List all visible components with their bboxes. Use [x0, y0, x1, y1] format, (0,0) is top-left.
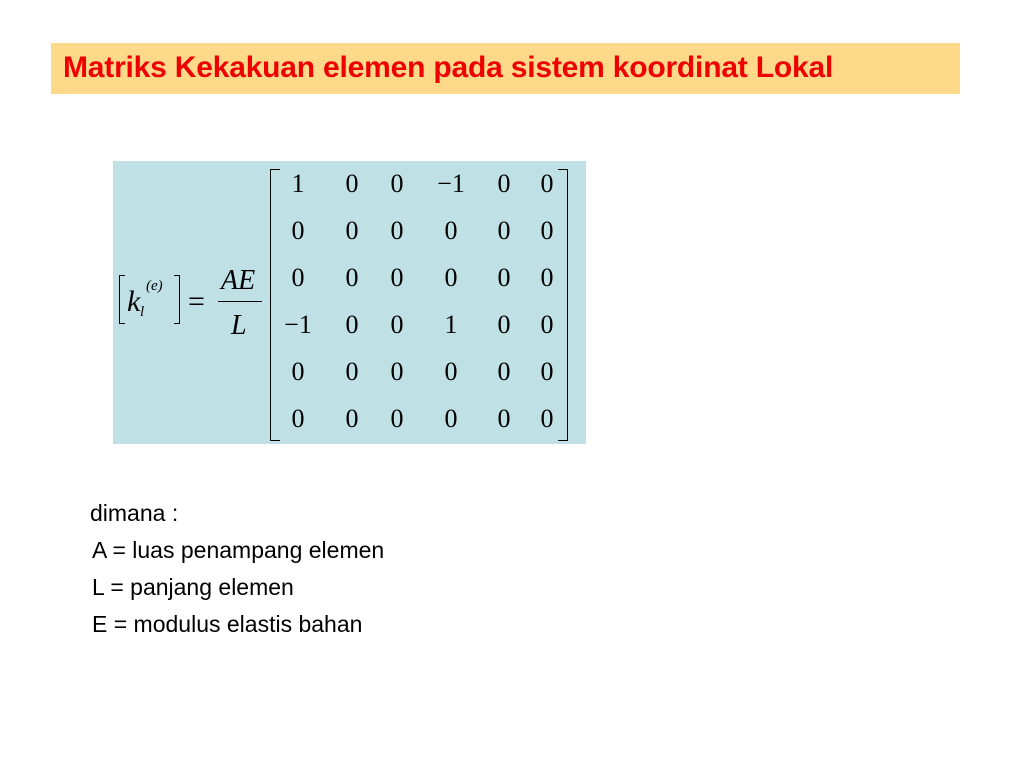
- matrix-cell-r5-c4: 0: [444, 357, 458, 386]
- matrix-cell-r5-c3: 0: [390, 357, 404, 386]
- matrix-cell-r3-c6: 0: [540, 263, 554, 292]
- matrix-cell-r2-c3: 0: [390, 216, 404, 245]
- matrix-cell-r6-c4: 0: [444, 404, 458, 433]
- matrix-cell-r1-c6: 0: [540, 169, 554, 198]
- fraction-bar: [218, 301, 262, 302]
- matrix-cell-r4-c6: 0: [540, 310, 554, 339]
- lhs-left-bracket: [119, 275, 125, 324]
- matrix-cell-r3-c2: 0: [345, 263, 359, 292]
- matrix-cell-r4-c1: −1: [284, 310, 312, 339]
- matrix-cell-r4-c4: 1: [444, 310, 458, 339]
- matrix-cell-r4-c5: 0: [497, 310, 511, 339]
- fraction-denominator: L: [231, 310, 247, 341]
- slide-title: Matriks Kekakuan elemen pada sistem koordinat Lokal: [63, 51, 834, 84]
- fraction-numerator: AE: [221, 265, 256, 296]
- matrix-cell-r1-c3: 0: [390, 169, 404, 198]
- matrix-cell-r2-c1: 0: [291, 216, 305, 245]
- matrix-cell-r2-c2: 0: [345, 216, 359, 245]
- matrix-cell-r3-c1: 0: [291, 263, 305, 292]
- matrix-cell-r1-c1: 1: [291, 169, 305, 198]
- matrix-cell-r6-c5: 0: [497, 404, 511, 433]
- lhs-right-bracket: [174, 275, 180, 324]
- matrix-right-bracket: [558, 169, 568, 441]
- matrix-cell-r4-c2: 0: [345, 310, 359, 339]
- matrix-cell-r2-c6: 0: [540, 216, 554, 245]
- matrix-cell-r1-c5: 0: [497, 169, 511, 198]
- definition-l: L = panjang elemen: [92, 574, 294, 600]
- matrix-cell-r5-c6: 0: [540, 357, 554, 386]
- matrix-cell-r4-c3: 0: [390, 310, 404, 339]
- matrix-cell-r2-c5: 0: [497, 216, 511, 245]
- matrix-cell-r1-c4: −1: [437, 169, 465, 198]
- title-banner: [51, 43, 960, 94]
- matrix-cell-r6-c3: 0: [390, 404, 404, 433]
- matrix-cell-r3-c3: 0: [390, 263, 404, 292]
- matrix-cell-r5-c2: 0: [345, 357, 359, 386]
- matrix-cell-r6-c1: 0: [291, 404, 305, 433]
- lhs-superscript: (e): [146, 278, 163, 294]
- matrix-cell-r6-c2: 0: [345, 404, 359, 433]
- lhs-subscript: l: [140, 304, 145, 320]
- definitions-intro: dimana :: [90, 500, 179, 526]
- matrix-left-bracket: [270, 169, 280, 441]
- matrix-cell-r3-c5: 0: [497, 263, 511, 292]
- equals-sign: =: [188, 285, 205, 318]
- lhs-symbol: k: [127, 285, 141, 318]
- matrix-cell-r3-c4: 0: [444, 263, 458, 292]
- matrix-cell-r5-c1: 0: [291, 357, 305, 386]
- definition-a: A = luas penampang elemen: [92, 537, 385, 563]
- matrix-cell-r6-c6: 0: [540, 404, 554, 433]
- definition-e: E = modulus elastis bahan: [92, 611, 363, 637]
- matrix-cell-r5-c5: 0: [497, 357, 511, 386]
- stiffness-equation: [113, 161, 586, 444]
- matrix-cell-r1-c2: 0: [345, 169, 359, 198]
- matrix-cell-r2-c4: 0: [444, 216, 458, 245]
